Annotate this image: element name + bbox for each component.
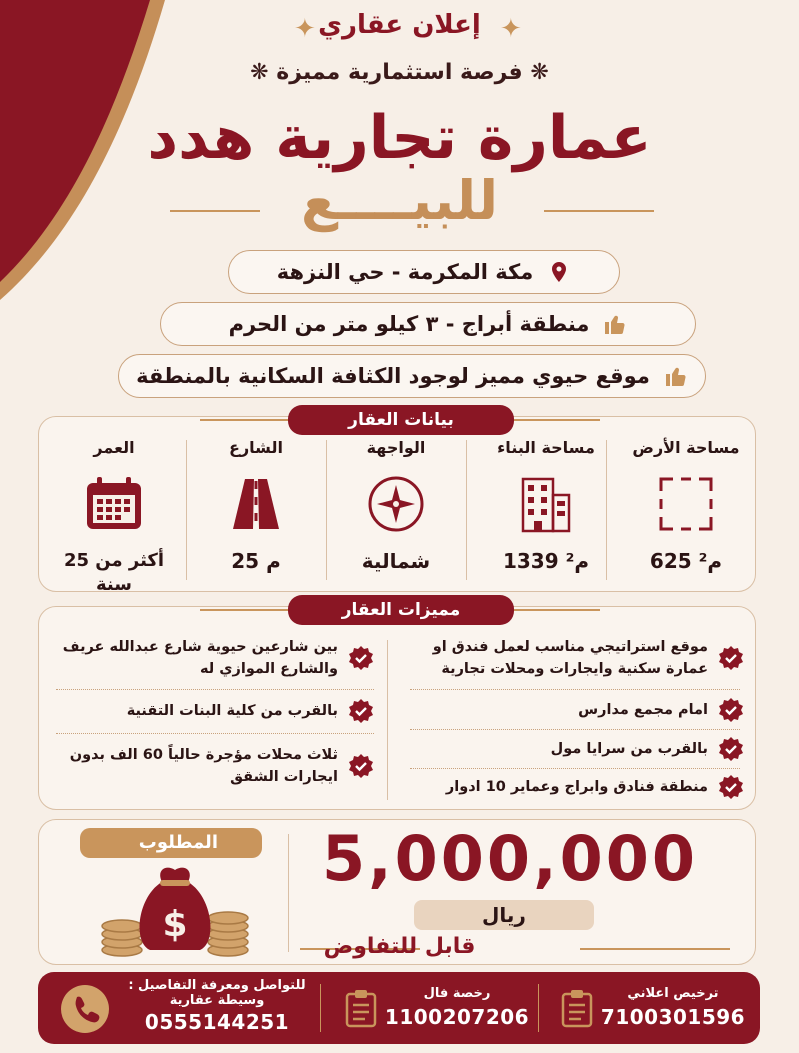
feature-text: منطقة فنادق وابراج وعماير 10 ادوار (445, 779, 708, 795)
feature-divider (56, 733, 374, 734)
check-badge-icon (348, 698, 374, 724)
feature-text: موقع استراتيجي مناسب لعمل فندق او عمارة سكنية وايجارات ومحلات تجارية (432, 639, 708, 677)
feature-item (400, 771, 744, 803)
spec-value: 25 م (231, 549, 281, 573)
fal-license (384, 986, 530, 1029)
price-amount: 5,000,000 (321, 822, 699, 895)
compass-icon (365, 473, 427, 535)
feature-item (56, 694, 374, 728)
price-label: المطلوب (80, 828, 262, 858)
feature-text: امام مجمع مدارس (578, 702, 708, 718)
feature-item (56, 630, 374, 686)
building-icon (515, 473, 577, 535)
zone-text: منطقة أبراج - ٣ كيلو متر من الحرم (228, 312, 590, 336)
spec-value: أكثر من 25 سنة (63, 550, 165, 595)
contact-phone[interactable]: 0555144251 (144, 1010, 290, 1034)
check-badge-icon (718, 736, 744, 762)
subtitle: ❋ فرصة استثمارية مميزة ❋ (250, 60, 549, 85)
feature-text: ثلاث محلات مؤجرة حالياً 60 الف بدون ايجارات الشقق (69, 747, 338, 785)
spec-value: شمالية (361, 549, 431, 573)
check-badge-icon (348, 645, 374, 671)
spec-divider (466, 440, 467, 580)
feature-item (400, 630, 744, 686)
feature-divider (410, 689, 740, 690)
area-frame-icon (655, 473, 717, 535)
sparkle-icon: ✦ (500, 14, 522, 44)
check-badge-icon (718, 645, 744, 671)
calendar-icon (83, 473, 145, 535)
spec-value: 1339 م² (502, 549, 590, 573)
spec-divider (326, 440, 327, 580)
feature-item (400, 733, 744, 765)
feature-text: بالقرب من سرايا مول (550, 741, 708, 757)
spec-label: العمر (93, 438, 135, 457)
check-badge-icon (348, 753, 374, 779)
clipboard-icon (344, 988, 378, 1028)
spec-divider (186, 440, 187, 580)
thumbs-up-icon (603, 312, 627, 336)
feature-divider (56, 689, 374, 690)
spec-label: الشارع (229, 438, 283, 457)
fal-license-label: رخصة فال (423, 986, 491, 1001)
ad-label: إعلان عقاري (318, 10, 481, 40)
sale-title: للبيــــع (300, 169, 499, 232)
location-pin-icon (547, 260, 571, 284)
feature-text: بين شارعين حيوية شارع عبدالله عريف والشارع الموازي له (62, 639, 338, 677)
clipboard-icon (560, 988, 594, 1028)
svg-text:$: $ (162, 904, 188, 945)
phone-icon[interactable] (60, 984, 110, 1034)
spec-label: مساحة الأرض (632, 438, 740, 457)
road-icon (225, 473, 287, 535)
spec-land-area (616, 438, 756, 573)
footer-divider (320, 984, 321, 1032)
location-pill (228, 250, 620, 294)
spec-label: الواجهة (366, 438, 426, 457)
footer-divider (538, 984, 539, 1032)
feature-item (400, 694, 744, 726)
ad-license (600, 986, 746, 1029)
check-badge-icon (718, 697, 744, 723)
thumbs-up-icon (664, 364, 688, 388)
zone-pill (160, 302, 696, 346)
contact-name: وسيطة عقارية (169, 993, 265, 1008)
vital-location-pill (118, 354, 706, 398)
spec-street (186, 438, 326, 573)
feature-item (56, 738, 374, 794)
features-divider (387, 640, 388, 800)
feature-divider (410, 729, 740, 730)
location-text: مكة المكرمة - حي النزهة (276, 260, 534, 284)
vital-location-text: موقع حيوي مميز لوجود الكثافة السكانية بالمنطقة (136, 364, 650, 388)
check-badge-icon (718, 774, 744, 800)
price-currency: ريال (414, 900, 594, 930)
spec-value: 625 م² (649, 549, 723, 573)
spec-facade (326, 438, 466, 573)
ad-license-label: ترخيص اعلاني (627, 986, 719, 1001)
page-title: عمارة تجارية هدد (147, 103, 652, 173)
feature-divider (410, 768, 740, 769)
spec-age (44, 438, 184, 597)
sparkle-icon: ✦ (294, 14, 316, 44)
features-title: مميزات العقار (288, 595, 514, 625)
specs-title: بيانات العقار (288, 405, 514, 435)
spec-building-area (476, 438, 616, 573)
negotiable-note: قابل للتفاوض (323, 934, 476, 959)
feature-text: بالقرب من كلية البنات التقنية (126, 703, 338, 719)
spec-label: مساحة البناء (497, 438, 595, 457)
fal-license-number: 1100207206 (384, 1005, 530, 1029)
contact-label: للتواصل ومعرفة التفاصيل : (128, 978, 306, 993)
ad-license-number: 7100301596 (600, 1005, 746, 1029)
contact-info (122, 978, 312, 1034)
